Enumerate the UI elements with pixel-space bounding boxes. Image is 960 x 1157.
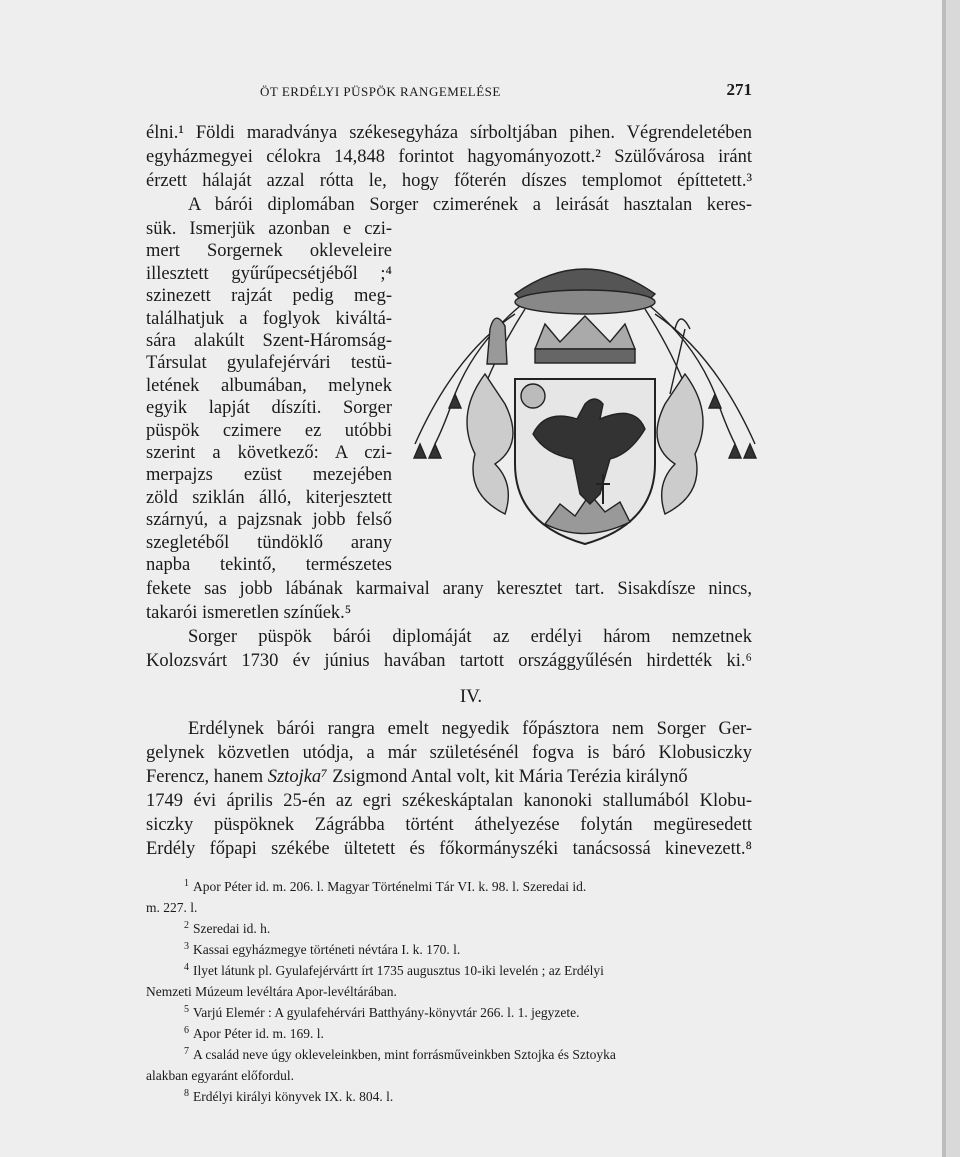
body-line: szinezett rajzát pedig meg-	[146, 286, 392, 307]
body-line: egyházmegyei célokra 14,848 forintot hagyományozott.² Szülővárosa iránt	[146, 147, 752, 167]
body-line: élni.¹ Földi maradványa székesegyháza sírboltjában pihen. Végrendeletében	[146, 123, 752, 143]
footnote-mark: 3	[184, 940, 189, 952]
footnote-text: Nemzeti Múzeum levéltára Apor-levéltárában.	[146, 984, 397, 999]
footnote-text: Kassai egyházmegye történeti névtára I. k. 170. l.	[193, 942, 461, 957]
section-text: Zsigmond Antal volt, kit Mária Terézia királynő	[332, 767, 688, 787]
body-line: napba tekintő, természetes	[146, 555, 392, 575]
body-line: mert Sorgernek okleveleire	[146, 241, 392, 262]
page-header	[146, 80, 752, 104]
running-title: ÖT ERDÉLYI PÜSPÖK RANGEMELÉSE	[260, 84, 501, 99]
page-number: 271	[726, 80, 752, 99]
footnote-text: A család neve úgy okleveleinkben, mint forrásműveinkben Sztojka és Sztoyka	[193, 1047, 616, 1062]
section-line: 1749 évi április 25-én az egri székeskáptalan kanonoki stallumából Klobu-	[146, 791, 752, 811]
body-line: találhatjuk a foglyok kiváltá-	[146, 308, 392, 329]
section-line: Erdély főpapi székébe ültetett és főkormányszéki tanácsossá kinevezett.⁸	[146, 839, 752, 859]
body-line: szegletéből tündöklő arany	[146, 532, 392, 553]
footnote-mark: 6	[184, 1024, 189, 1036]
body-line: merpajzs ezüst mezejében	[146, 465, 392, 486]
body-line: sára alakúlt Szent-Háromság-	[146, 331, 392, 351]
footnote-line	[146, 983, 752, 1000]
body-line: illesztett gyűrűpecsétjéből ;⁴	[146, 263, 392, 284]
body-line: Társulat gyulafejérvári testü-	[146, 353, 392, 374]
body-line: érzett hálaját azzal rótta le, hogy főterén díszes templomot építtetett.³	[146, 171, 752, 191]
footnote-mark: 4	[184, 961, 189, 973]
body-line: sük. Ismerjük azonban e czi-	[146, 219, 392, 239]
footnote-text: Erdélyi királyi könyvek IX. k. 804. l.	[193, 1089, 394, 1104]
body-line: takarói ismeretlen színűek.⁵	[146, 603, 352, 623]
footnote-text: Varjú Elemér : A gyulafehérvári Batthyány-könyvtár 266. l. 1. jegyzete.	[193, 1005, 580, 1020]
body-line: letének albumában, melynek	[146, 375, 392, 396]
footnote-line	[184, 1025, 752, 1042]
section-line-composite	[146, 766, 752, 789]
section-text: Ferencz, hanem	[146, 767, 264, 787]
footnote-line	[184, 1088, 752, 1105]
body-line: Sorger püspök bárói diplomáját az erdélyi három nemzetnek	[188, 627, 752, 647]
section-line: Erdélynek bárói rangra emelt negyedik főpásztora nem Sorger Ger-	[188, 719, 752, 739]
body-line: püspök czimere ez utóbbi	[146, 420, 392, 441]
footnote-mark: 1	[184, 877, 189, 889]
footnote-text: m. 227. l.	[146, 900, 198, 915]
body-line: szárnyú, a pajzsnak jobb felső	[146, 510, 392, 531]
body-line: szerint a következő: A czi-	[146, 443, 392, 463]
body-line: egyik lapját díszíti. Sorger	[146, 398, 392, 419]
footnote-text: Apor Péter id. m. 169. l.	[193, 1026, 324, 1041]
footnote-line	[184, 920, 752, 937]
footnote-mark: 7	[184, 1045, 189, 1057]
footnote-mark: 2	[184, 919, 189, 931]
footnote-text: Szeredai id. h.	[193, 921, 271, 936]
footnote-text: alakban egyaránt előfordul.	[146, 1068, 295, 1083]
body-line: zöld sziklán álló, kiterjesztett	[146, 487, 392, 508]
footnote-line	[184, 962, 752, 979]
body-line: A bárói diplomában Sorger czimerének a leirását hasztalan keres-	[188, 195, 752, 215]
footnote-line	[184, 1004, 752, 1021]
section-name-italic: Sztojka⁷	[267, 767, 328, 787]
footnote-line	[184, 941, 752, 958]
footnote-line	[184, 878, 752, 895]
body-line: Kolozsvárt 1730 év június havában tartott országgyűlésén hirdették ki.⁶	[146, 651, 752, 671]
footnote-line	[146, 1067, 752, 1084]
body-line: fekete sas jobb lábának karmaival arany keresztet tart. Sisakdísze nincs,	[146, 579, 752, 599]
coat-of-arms-icon	[395, 254, 775, 574]
footnote-mark: 5	[184, 1003, 189, 1015]
footnote-mark: 8	[184, 1087, 189, 1099]
footnote-line	[146, 899, 752, 916]
footnote-line	[184, 1046, 752, 1063]
section-line: siczky püspöknek Zágrábba történt áthelyezése folytán megüresedett	[146, 815, 752, 835]
section-line: gelynek közvetlen utódja, a már születésénél fogva is báró Klobusiczky	[146, 743, 752, 763]
section-heading: IV.	[459, 686, 483, 707]
footnote-text: Ilyet látunk pl. Gyulafejérvártt írt 1735 augusztus 10-iki levelén ; az Erdélyi	[193, 963, 604, 978]
footnote-text: Apor Péter id. m. 206. l. Magyar Történelmi Tár VI. k. 98. l. Szeredai id.	[193, 879, 587, 894]
